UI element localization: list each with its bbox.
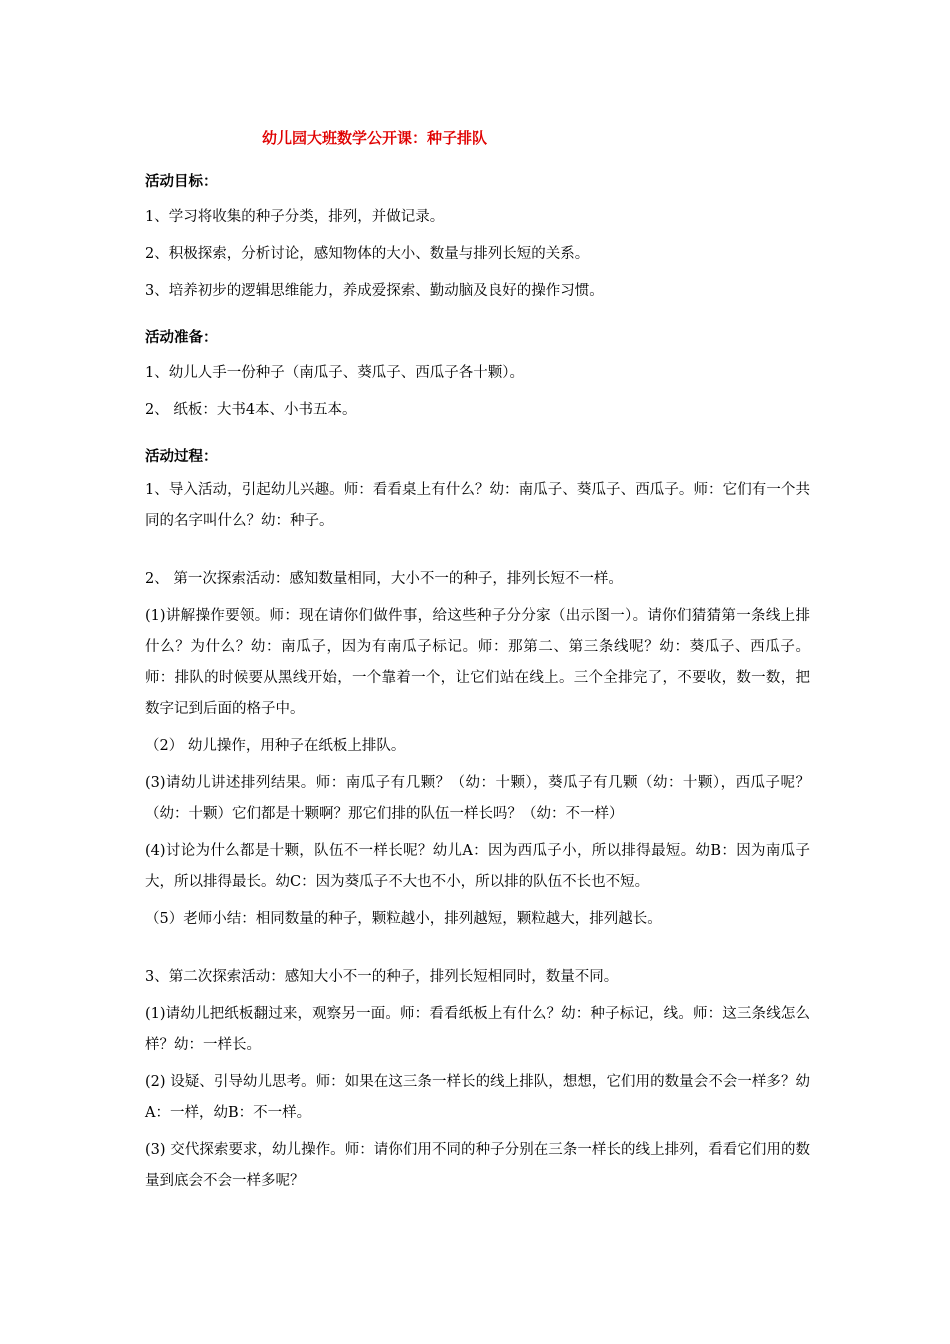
document-title: 幼儿园大班数学公开课：种子排队 xyxy=(262,129,488,147)
goal-item-2: 2、积极探索，分析讨论，感知物体的大小、数量与排列长短的关系。 xyxy=(145,246,590,262)
section-heading-process: 活动过程： xyxy=(145,449,218,465)
process-step-2-5: （5）老师小结：相同数量的种子，颗粒越小，排列越短，颗粒越大，排列越长。 xyxy=(145,911,662,927)
process-step-2-3: (3)请幼儿讲述排列结果。师：南瓜子有几颗？（幼：十颗），葵瓜子有几颗（幼：十颗），西瓜子呢？（幼：十颗）它们都是十颗啊？那它们排的队伍一样长吗？（幼：不一样） xyxy=(145,775,810,822)
preparation-item-1: 1、幼儿人手一份种子（南瓜子、葵瓜子、西瓜子各十颗）。 xyxy=(145,365,524,381)
process-step-2-4: (4)讨论为什么都是十颗，队伍不一样长呢？幼儿A：因为西瓜子小，所以排得最短。幼B：因为南瓜子大，所以排得最长。幼C：因为葵瓜子不大也不小，所以排的队伍不长也不短。 xyxy=(145,843,810,890)
process-step-3-1: (1)请幼儿把纸板翻过来，观察另一面。师：看看纸板上有什么？幼：种子标记，线。师：这三条线怎么样？幼：一样长。 xyxy=(145,1006,810,1053)
paragraph-spacer xyxy=(145,537,810,553)
paragraph-spacer xyxy=(145,935,810,951)
section-spacer xyxy=(145,423,810,445)
process-step-3-3: (3) 交代探索要求，幼儿操作。师：请你们用不同的种子分别在三条一样长的线上排列，看看它们用的数量到底会不会一样多呢？ xyxy=(145,1142,810,1189)
process-step-2-2: （2） 幼儿操作，用种子在纸板上排队。 xyxy=(145,738,406,754)
process-step-3: 3、第二次探索活动：感知大小不一的种子，排列长短相同时，数量不同。 xyxy=(145,969,619,985)
document-body xyxy=(145,170,810,1197)
section-spacer xyxy=(145,304,810,326)
process-step-3-2: (2) 设疑、引导幼儿思考。师：如果在这三条一样长的线上排队，想想，它们用的数量会不会一样多？幼A：一样，幼B：不一样。 xyxy=(145,1074,810,1121)
goal-item-1: 1、学习将收集的种子分类，排列，并做记录。 xyxy=(145,209,445,225)
process-paragraph-1: 1、导入活动，引起幼儿兴趣。师：看看桌上有什么？幼：南瓜子、葵瓜子、西瓜子。师：它们有一个共同的名字叫什么？幼：种子。 xyxy=(145,482,810,529)
preparation-item-2: 2、 纸板：大书4本、小书五本。 xyxy=(145,402,357,418)
process-step-2-1: (1)讲解操作要领。师：现在请你们做件事，给这些种子分分家（出示图一）。请你们猜猜第一条线上排什么？为什么？幼：南瓜子，因为有南瓜子标记。师：那第二、第三条线呢？幼：葵瓜子、西瓜子。师：排队的时候要从黑线开始，一个靠着一个，让它们站在线上。三个全排完了，不要收，数一数，把数字记到后面的格子中。 xyxy=(145,608,810,717)
process-step-2: 2、 第一次探索活动：感知数量相同，大小不一的种子，排列长短不一样。 xyxy=(145,571,623,587)
section-heading-goals: 活动目标： xyxy=(145,174,218,190)
goal-item-3: 3、培养初步的逻辑思维能力，养成爱探索、勤动脑及良好的操作习惯。 xyxy=(145,283,604,299)
section-heading-preparation: 活动准备： xyxy=(145,330,218,346)
